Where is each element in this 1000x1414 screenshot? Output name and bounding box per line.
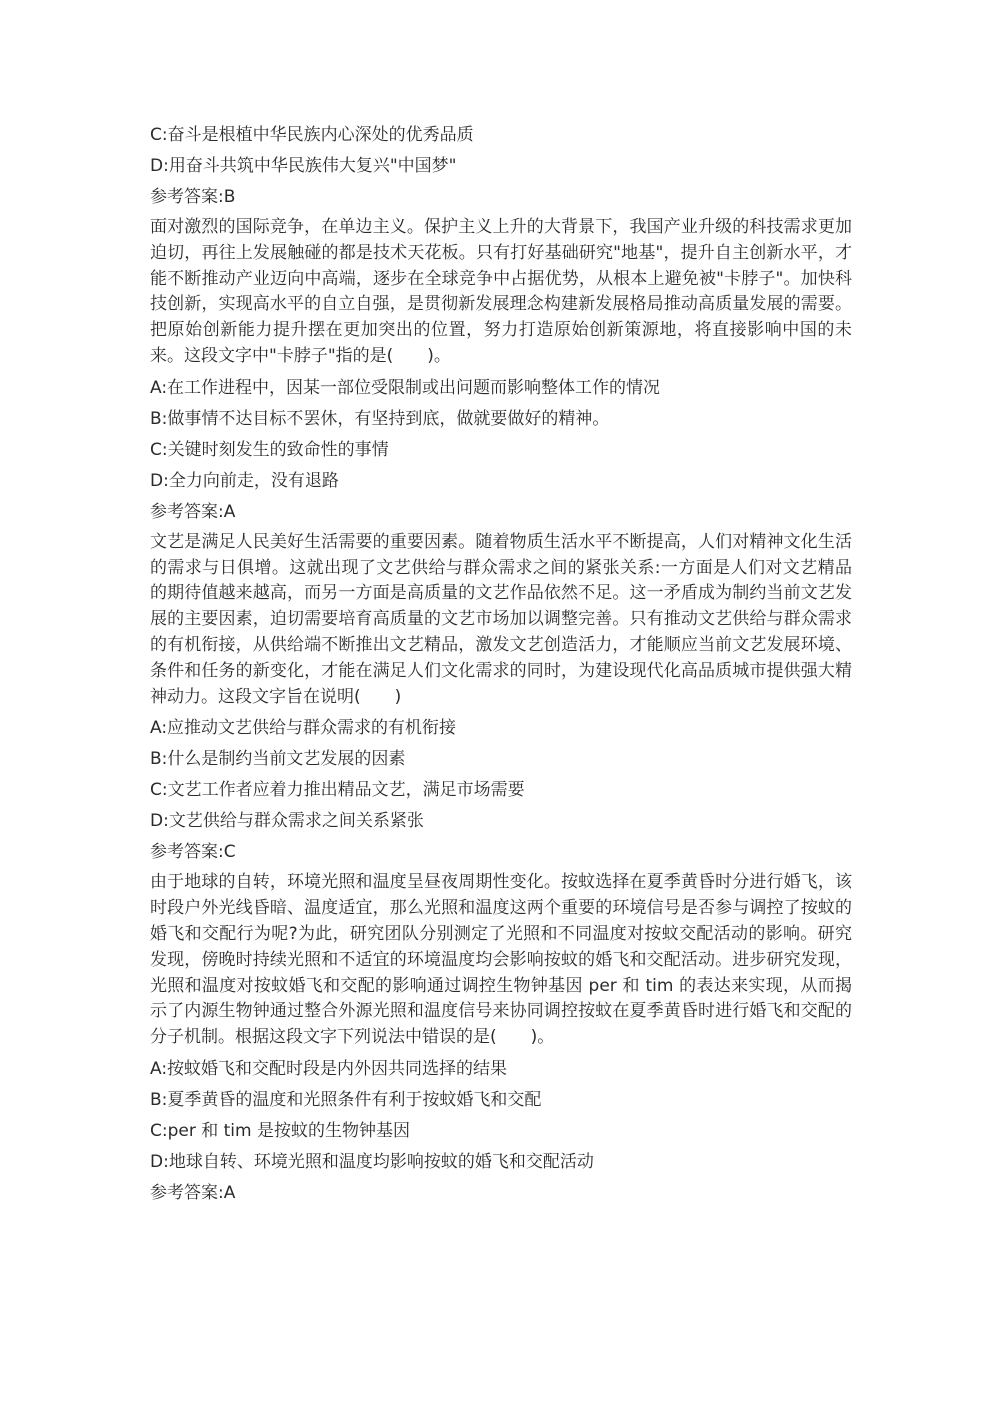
question-stem: 面对激烈的国际竞争，在单边主义。保护主义上升的大背景下，我国产业升级的科技需求更加迫切，再往上发展触碰的都是技术天花板。只有打好基础研究"地基"，提升自主创新水平，才能不断推动产业迈向中高端，逐步在全球竞争中占据优势，从根本上避免被"卡脖子"。加快科技创新，实现高水平的自立自强，是贯彻新发展理念构建新发展格局推动高质量发展的需要。把原始创新能力提升摆在更加突出的位置，努力打造原始创新策源地，将直接影响中国的未来。这段文字中"卡脖子"指的是( )。 <box>150 217 852 366</box>
option-line: A:应推动文艺供给与群众需求的有机衔接 <box>150 718 457 739</box>
question-block <box>150 530 852 869</box>
option-line: A:按蚊婚飞和交配时段是内外因共同选择的结果 <box>150 1058 508 1079</box>
answer-line: 参考答案:A <box>150 501 236 522</box>
question-stem: 文艺是满足人民美好生活需要的重要因素。随着物质生活水平不断提高，人们对精神文化生活的需求与日俱增。这就出现了文艺供给与群众需求之间的紧张关系:一方面是人们对文艺精品的期待值越来越高，而另一方面是高质量的文艺作品依然不足。这一矛盾成为制约当前文艺发展的主要因素，迫切需要培育高质量的文艺市场加以调整完善。只有推动文艺供给与群众需求的有机衔接，从供给端不断推出文艺精品，激发文艺创造活力，才能顺应当前文艺发展环境、条件和任务的新变化，才能在满足人们文化需求的同时，为建设现代化高品质城市提供强大精神动力。这段文字旨在说明( ) <box>150 531 852 707</box>
question-block <box>150 870 852 1209</box>
option-line: C:关键时刻发生的致命性的事情 <box>150 439 389 460</box>
option-line: C:per 和 tim 是按蚊的生物钟基因 <box>150 1120 410 1141</box>
answer-line: 参考答案:B <box>150 187 236 207</box>
question-block <box>150 215 852 528</box>
option-line: A:在工作进程中，因某一部位受限制或出问题而影响整体工作的情况 <box>150 377 661 398</box>
option-line: B:夏季黄昏的温度和光照条件有利于按蚊婚飞和交配 <box>150 1089 542 1110</box>
question-stem: 由于地球的自转，环境光照和温度呈昼夜周期性变化。按蚊选择在夏季黄昏时分进行婚飞，该时段户外光线昏暗、温度适宜，那么光照和温度这两个重要的环境信号是否参与调控了按蚊的婚飞和交配行为呢?为此，研究团队分别测定了光照和不同温度对按蚊交配活动的影响。研究发现，傍晚时持续光照和不适宜的环境温度均会影响按蚊的婚飞和交配活动。进步研究发现，光照和温度对按蚊婚飞和交配的影响通过调控生物钟基因 per 和 tim 的表达来实现，从而揭示了内源生物钟通过整合外源光照和温度信号来协同调控按蚊在夏季黄昏时进行婚飞和交配的分子机制。根据这段文字下列说法中错误的是( )。 <box>150 872 852 1048</box>
option-line: B:什么是制约当前文艺发展的因素 <box>150 749 406 770</box>
option-line: C:文艺工作者应着力推出精品文艺，满足市场需要 <box>150 780 525 801</box>
option-line: D:全力向前走，没有退路 <box>150 470 339 491</box>
option-line: B:做事情不达目标不罢休，有坚持到底，做就要做好的精神。 <box>150 408 610 429</box>
document-page <box>150 120 852 1209</box>
option-line: D:地球自转、环境光照和温度均影响按蚊的婚飞和交配活动 <box>150 1151 594 1172</box>
answer-line: 参考答案:A <box>150 1182 236 1203</box>
option-line: D:文艺供给与群众需求之间关系紧张 <box>150 811 424 832</box>
answer-line: 参考答案:C <box>150 842 236 863</box>
option-line: C:奋斗是根植中华民族内心深处的优秀品质 <box>150 125 474 145</box>
option-line: D:用奋斗共筑中华民族伟大复兴"中国梦" <box>150 156 457 176</box>
